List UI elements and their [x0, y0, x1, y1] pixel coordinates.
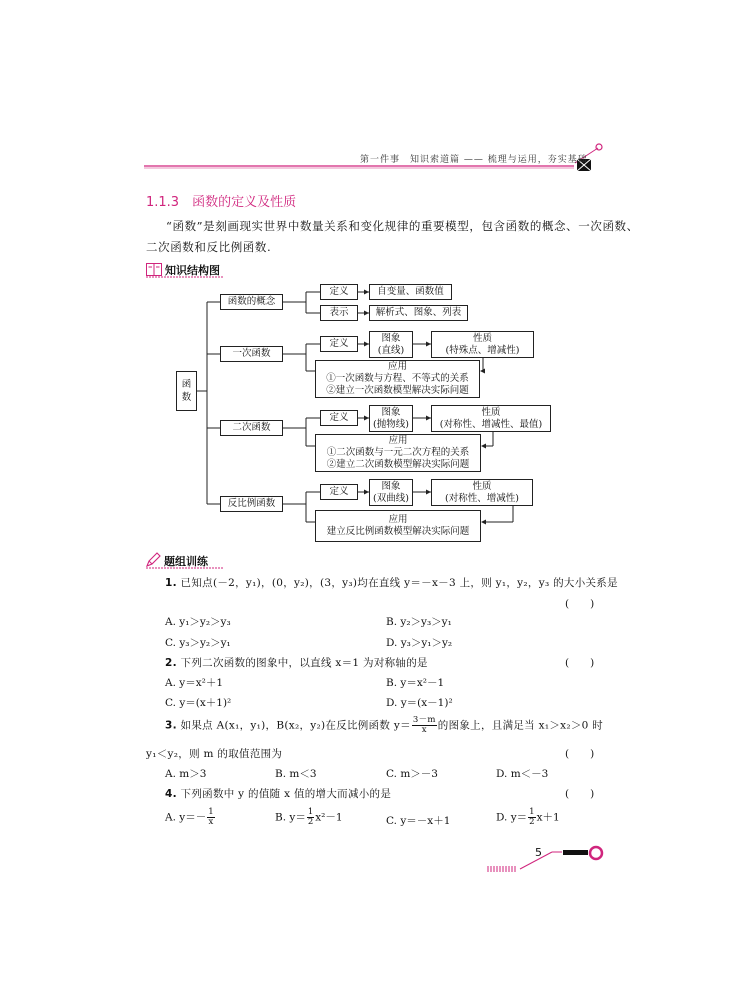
map-concept-rep-content: 解析式、图象、列表: [369, 305, 468, 321]
footer-decoration: [0, 840, 750, 880]
question-1: [165, 575, 618, 590]
knowledge-map-heading: 知识结构图: [165, 264, 220, 277]
q2-option-c: C. y＝(x＋1)²: [165, 697, 232, 709]
q1-answer-paren: ( ): [565, 598, 595, 610]
question-2: [165, 655, 428, 670]
map-inverse-app: 应用 建立反比例函数模型解决实际问题: [315, 510, 481, 542]
question-3: [165, 716, 603, 735]
running-header: 第一件事 知识索道篇 —— 梳理与运用，夯实基础: [360, 155, 588, 165]
map-concept-def: 定义: [320, 284, 358, 300]
q1-option-a: A. y₁＞y₂＞y₃: [165, 616, 231, 628]
page-number: 5: [535, 846, 542, 859]
map-linear-def: 定义: [320, 336, 358, 352]
q2-option-a: A. y＝x²＋1: [165, 677, 224, 689]
q4-option-a: A. y＝－ $\frac{1}{x}$: [165, 807, 214, 827]
pencil-icon: [145, 552, 161, 568]
question-3-text-pre: 如果点 A(x₁，y₁)，B(x₂，y₂)在反比例函数 y＝: [180, 719, 411, 732]
map-inverse-graph: 图象 (双曲线): [369, 479, 413, 506]
section-title: 1.1.3 函数的定义及性质: [146, 195, 297, 210]
question-3-text-post: 的图象上，且满足当 x₁＞x₂＞0 时: [437, 719, 604, 732]
q2-option-b: B. y＝x²－1: [386, 677, 445, 689]
q3-fraction-denominator: x: [421, 725, 427, 735]
question-3-number: 3.: [165, 719, 177, 732]
q3-option-c: C. m＞－3: [386, 768, 438, 780]
map-linear: 一次函数: [220, 346, 283, 362]
intro-line-2: 二次函数和反比例函数.: [146, 240, 272, 254]
practice-underline: [146, 567, 226, 570]
map-quadratic-app: 应用 ①二次函数与一元二次方程的关系 ②建立二次函数模型解决实际问题: [315, 434, 481, 472]
map-linear-app: 应用 ①一次函数与方程、不等式的关系 ②建立一次函数模型解决实际问题: [315, 360, 480, 398]
map-quadratic-prop: 性质 (对称性、增减性、最值): [431, 405, 551, 432]
q1-option-d: D. y₃＞y₁＞y₂: [386, 637, 453, 649]
map-concept-def-content: 自变量、函数值: [369, 284, 452, 300]
question-2-text: 下列二次函数的图象中，以直线 x＝1 为对称轴的是: [180, 657, 428, 669]
question-4-text: 下列函数中 y 的值随 x 值的增大而减小的是: [180, 788, 392, 800]
question-4-number: 4.: [165, 788, 177, 800]
q3-fraction: [412, 716, 437, 735]
map-quadratic-graph: 图象 (抛物线): [369, 405, 413, 432]
question-1-number: 1.: [165, 577, 177, 589]
q4-option-d: D. y＝ $\frac{1}{2}$ x＋1: [496, 807, 560, 827]
map-linear-graph: 图象 (直线): [369, 331, 413, 358]
map-inverse-prop: 性质 (对称性、增减性): [431, 479, 533, 506]
q3-answer-paren: ( ): [565, 748, 595, 760]
question-3-line-2: y₁＜y₂，则 m 的取值范围为: [146, 748, 283, 760]
q3-fraction-numerator: 3－m: [412, 715, 436, 725]
practice-heading: 题组训练: [164, 555, 208, 568]
map-quadratic-def: 定义: [320, 410, 358, 426]
q1-option-b: B. y₂＞y₃＞y₁: [386, 616, 452, 628]
question-4: [165, 786, 391, 801]
q3-option-d: D. m＜－3: [496, 768, 549, 780]
q4-option-c: C. y＝－x＋1: [386, 815, 451, 827]
map-root-function: 函数: [176, 371, 197, 411]
question-1-text: 已知点(－2，y₁)，(0，y₂)，(3，y₃)均在直线 y＝－x－3 上，则 y₁，y₂，y₃ 的大小关系是: [180, 577, 618, 589]
map-inverse-def: 定义: [320, 484, 358, 500]
q3-option-a: A. m＞3: [165, 768, 207, 780]
q2-option-d: D. y＝(x－1)²: [386, 697, 453, 709]
map-inverse: 反比例函数: [220, 496, 283, 512]
intro-line-1: “函数”是刻画现实世界中数量关系和变化规律的重要模型，包含函数的概念、一次函数、: [166, 219, 639, 233]
map-linear-prop: 性质 (特殊点、增减性): [431, 331, 534, 358]
map-quadratic: 二次函数: [220, 420, 283, 436]
q2-answer-paren: ( ): [565, 657, 595, 669]
q1-option-c: C. y₃＞y₂＞y₁: [165, 637, 231, 649]
q4-answer-paren: ( ): [565, 788, 595, 800]
q4-option-b: B. y＝ $\frac{1}{2}$ x²－1: [275, 807, 343, 827]
map-concept-rep: 表示: [320, 305, 358, 321]
question-2-number: 2.: [165, 657, 177, 669]
map-concept: 函数的概念: [220, 294, 283, 310]
q3-option-b: B. m＜3: [275, 768, 317, 780]
